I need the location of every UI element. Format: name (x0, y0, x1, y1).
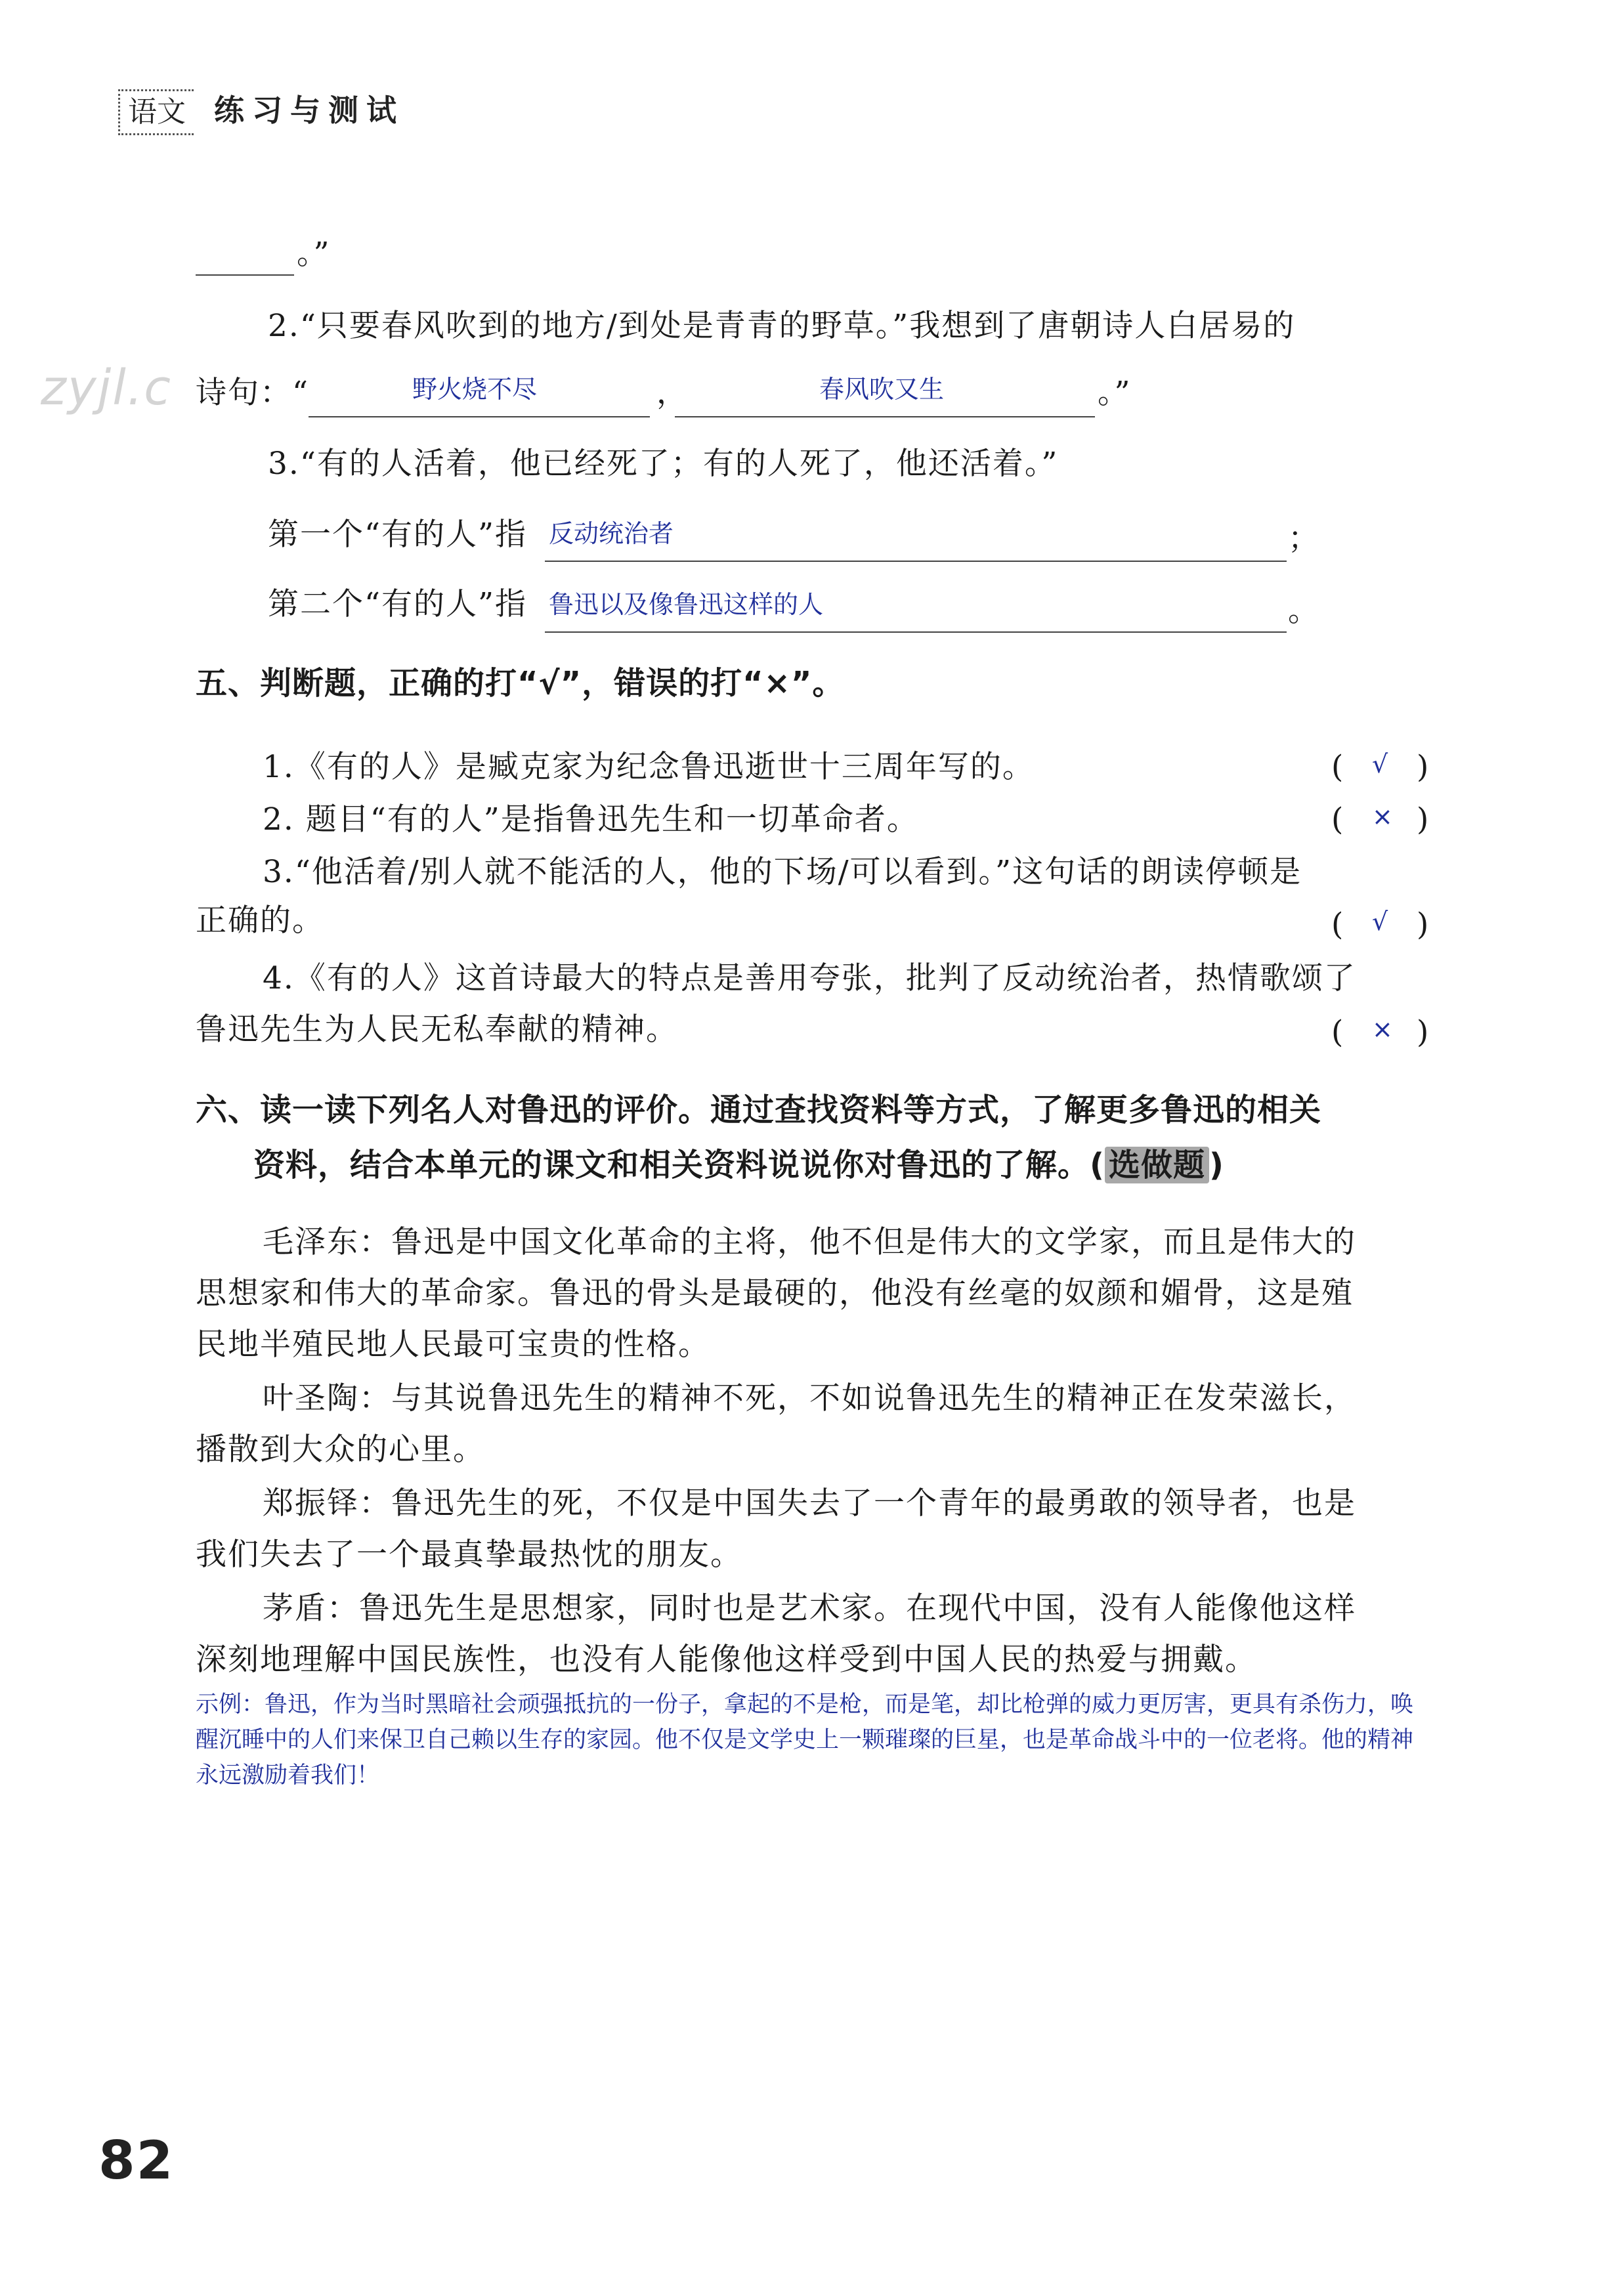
answer-paren: ( (1331, 906, 1344, 943)
q4-item2-line1: 2.“只要春风吹到的地方/到处是青青的野草。”我想到了唐朝诗人白居易的 (268, 308, 1296, 344)
check-mark: √ (1372, 907, 1388, 936)
q5-item1: 1.《有的人》是臧克家为纪念鲁迅逝世十三周年写的。 (263, 749, 1035, 785)
quote-line: 茅盾：鲁迅先生是思想家，同时也是艺术家。在现代中国，没有人能像他这样 (263, 1590, 1356, 1626)
quote-line: 郑振铎：鲁迅先生的死，不仅是中国失去了一个青年的最勇敢的领导者，也是 (263, 1485, 1356, 1521)
q5-item3-line1: 3.“他活着/别人就不能活的人，他的下场/可以看到。”这句话的朗读停顿是 (263, 854, 1302, 890)
q5-item2: 2. 题目“有的人”是指鲁迅先生和一切革命者。 (263, 801, 919, 838)
quote-end: 。” (1098, 375, 1132, 411)
section-6-title-line2: 资料，结合本单元的课文和相关资料说说你对鲁迅的了解。( 选做题 ) (253, 1147, 1224, 1183)
watermark: zyjl.c (41, 360, 172, 416)
q4-item2-prefix: 诗句：“ (196, 375, 310, 411)
handwritten-answer: 鲁迅以及像鲁迅这样的人 (549, 590, 824, 619)
quote-line: 毛泽东：鲁迅是中国文化革命的主将，他不但是伟大的文学家，而且是伟大的 (263, 1224, 1356, 1260)
semicolon: ； (1288, 521, 1320, 557)
q5-item4-line2: 鲁迅先生为人民无私奉献的精神。 (196, 1011, 678, 1048)
quote-line: 深刻地理解中国民族性，也没有人能像他这样受到中国人民的热爱与拥戴。 (196, 1642, 1257, 1678)
q5-item4-line1: 4.《有的人》这首诗最大的特点是善用夸张，批判了反动统治者，热情歌颂了 (263, 960, 1356, 996)
answer-paren: ) (1417, 801, 1429, 838)
q4-item3-second-label: 第二个“有的人”指 (268, 586, 528, 622)
check-mark: √ (1372, 750, 1388, 778)
comma: ， (656, 375, 689, 411)
quote-line: 播散到大众的心里。 (196, 1432, 485, 1468)
q4-item3-line1: 3.“有的人活着，他已经死了；有的人死了，他还活着。” (268, 446, 1059, 482)
quote-line: 思想家和伟大的革命家。鲁迅的骨头是最硬的，他没有丝毫的奴颜和媚骨，这是殖 (196, 1275, 1354, 1311)
quote-line: 叶圣陶：与其说鲁迅先生的精神不死，不如说鲁迅先生的精神正在发荣滋长， (263, 1380, 1356, 1416)
page-number: 82 (98, 2130, 175, 2191)
section-6-title-line1: 六、读一读下列名人对鲁迅的评价。通过查找资料等方式，了解更多鲁迅的相关 (196, 1092, 1322, 1128)
cross-mark: × (1372, 802, 1393, 831)
q4-item3-first-label: 第一个“有的人”指 (268, 517, 528, 553)
section-5-title: 五、判断题，正确的打“√”，错误的打“×”。 (196, 665, 845, 702)
answer-paren: ( (1331, 749, 1344, 785)
subject-label: 语文 (118, 89, 194, 135)
handwritten-example-answer: 示例：鲁迅，作为当时黑暗社会顽强抵抗的一份子，拿起的不是枪，而是笔，却比枪弹的威力更厉害，更具有杀伤力，唤醒沉睡中的人们来保卫自己赖以生存的家园。他不仅是文学史上一颗璀璨的巨星，也是革命战斗中的一位老将。他的精神永远激励着我们！ (196, 1691, 1414, 1789)
answer-paren: ) (1417, 749, 1429, 785)
period: 。 (1288, 593, 1320, 629)
answer-blank (196, 234, 294, 276)
book-title: 练习与测试 (214, 93, 404, 128)
handwritten-answer: 春风吹又生 (819, 375, 945, 404)
handwritten-answer: 野火烧不尽 (412, 375, 538, 404)
answer-paren: ( (1331, 801, 1344, 838)
q5-item3-line2: 正确的。 (196, 903, 324, 939)
quote-line: 我们失去了一个最真挚最热忱的朋友。 (196, 1537, 742, 1573)
cross-mark: × (1372, 1015, 1393, 1044)
handwritten-answer: 反动统治者 (549, 519, 674, 548)
answer-paren: ) (1417, 1014, 1429, 1050)
answer-paren: ( (1331, 1014, 1344, 1050)
answer-paren: ) (1417, 906, 1429, 943)
quote-line: 民地半殖民地人民最可宝贵的性格。 (196, 1327, 710, 1363)
prev-question-end: 。” (297, 236, 331, 272)
optional-badge: 选做题 (1105, 1147, 1209, 1183)
